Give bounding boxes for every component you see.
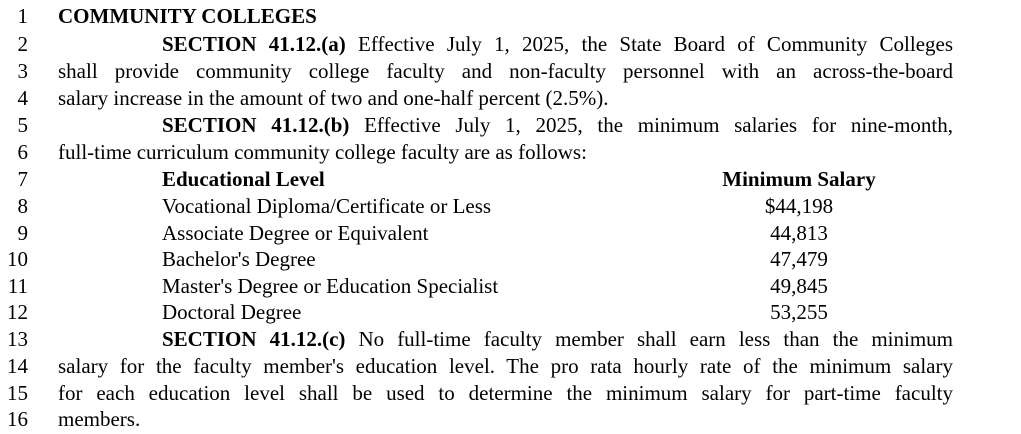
section-label: SECTION 41.12.(c) xyxy=(162,327,346,351)
document-line xyxy=(0,3,1021,30)
paragraph-text: full-time curriculum community college faculty are as follows: xyxy=(58,140,587,164)
paragraph-line xyxy=(162,31,953,58)
section-label: SECTION 41.12.(a) xyxy=(162,32,346,56)
line-number: 7 xyxy=(17,167,28,191)
education-level: Vocational Diploma/Certificate or Less xyxy=(162,194,492,218)
document-line xyxy=(0,112,1021,139)
table-row xyxy=(0,299,1021,326)
line-number: 16 xyxy=(7,407,28,431)
table-row xyxy=(0,246,1021,273)
minimum-salary: 44,813 xyxy=(770,221,828,245)
paragraph-text: for each education level shall be used to determine the minimum salary for part-time faculty xyxy=(58,381,953,405)
line-number: 13 xyxy=(7,327,28,351)
line-number: 1 xyxy=(17,4,28,28)
column-header-salary: Minimum Salary xyxy=(722,167,876,191)
line-number: 2 xyxy=(17,32,28,56)
line-number: 11 xyxy=(7,274,28,298)
table-row xyxy=(0,193,1021,220)
section-label: SECTION 41.12.(b) xyxy=(162,113,350,137)
document-line xyxy=(0,139,1021,166)
education-level: Bachelor's Degree xyxy=(162,247,316,271)
paragraph-text: salary increase in the amount of two and one-half percent (2.5%). xyxy=(58,86,609,110)
line-number: 3 xyxy=(17,59,28,83)
table-header-row xyxy=(0,166,1021,193)
line-number: 15 xyxy=(7,381,28,405)
document-line xyxy=(0,353,1021,380)
line-number: 12 xyxy=(7,300,28,324)
line-number: 4 xyxy=(17,86,28,110)
education-level: Doctoral Degree xyxy=(162,300,302,324)
paragraph-text: members. xyxy=(58,407,141,431)
document-line xyxy=(0,380,1021,407)
paragraph-text: Effective July 1, 2025, the minimum salaries for nine-month, xyxy=(364,113,953,137)
table-row xyxy=(0,220,1021,247)
minimum-salary: 49,845 xyxy=(770,274,828,298)
line-number: 5 xyxy=(17,113,28,137)
document-line xyxy=(0,326,1021,353)
table-row xyxy=(0,273,1021,300)
document-line xyxy=(0,31,1021,58)
education-level: Master's Degree or Education Specialist xyxy=(162,274,499,298)
minimum-salary: $44,198 xyxy=(764,194,834,218)
paragraph-text: Effective July 1, 2025, the State Board of Community Colleges xyxy=(358,32,954,56)
line-number: 8 xyxy=(17,194,28,218)
line-number: 6 xyxy=(17,140,28,164)
paragraph-text: No full-time faculty member shall earn less than the minimum xyxy=(358,327,953,351)
minimum-salary: 47,479 xyxy=(770,247,828,271)
line-number: 10 xyxy=(7,247,28,271)
line-number: 14 xyxy=(7,354,28,378)
paragraph-line xyxy=(162,112,953,139)
section-heading: COMMUNITY COLLEGES xyxy=(58,4,317,28)
document-line xyxy=(0,406,1021,433)
line-number: 9 xyxy=(17,221,28,245)
paragraph-text: shall provide community college faculty and non-faculty personnel with an across-the-board xyxy=(58,59,953,83)
paragraph-text: salary for the faculty member's education level. The pro rata hourly rate of the minimum salary xyxy=(58,354,953,378)
column-header-level: Educational Level xyxy=(162,167,325,191)
minimum-salary: 53,255 xyxy=(770,300,828,324)
document-line xyxy=(0,58,1021,85)
education-level: Associate Degree or Equivalent xyxy=(162,221,429,245)
document-line xyxy=(0,85,1021,112)
paragraph-line xyxy=(162,326,953,353)
